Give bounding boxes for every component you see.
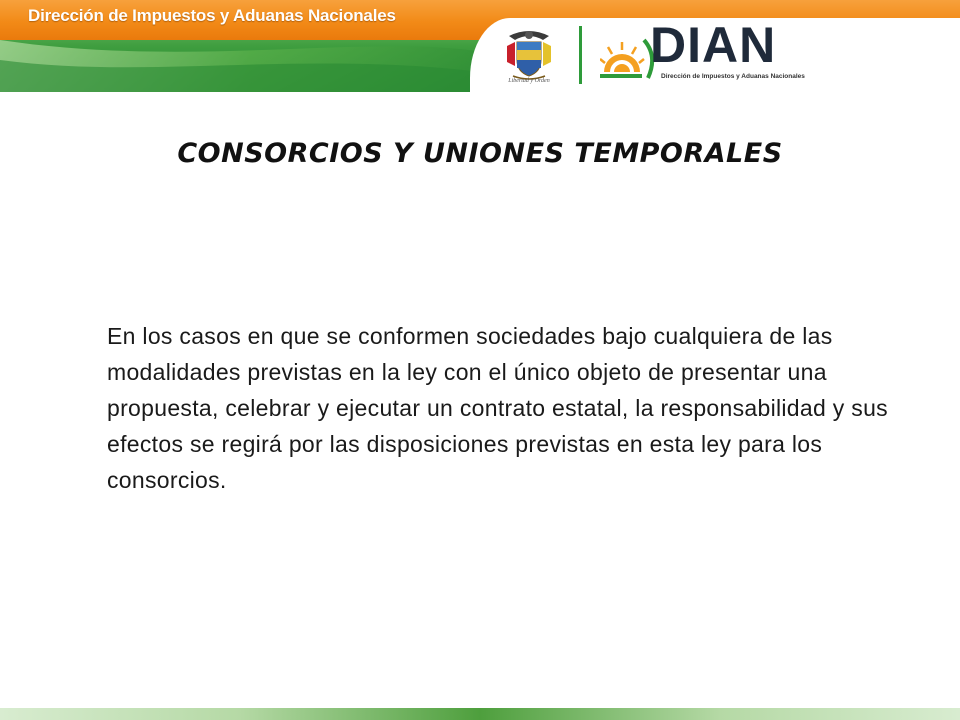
banner-title: Dirección de Impuestos y Aduanas Nacionales <box>28 6 396 25</box>
footer-bar <box>0 708 960 720</box>
coat-of-arms-caption: Libertad y Orden <box>508 78 550 84</box>
body-paragraph: En los casos en que se conformen sociedades bajo cualquiera de las modalidades previstas en la ley con el único objeto de presentar una propuesta, celebrar y ejecutar un contrato estatal, la responsabilidad y sus efectos se regirá por las disposiciones previstas en esta ley para los consorcios. <box>107 323 888 493</box>
coat-of-arms-icon <box>503 26 555 82</box>
dian-subtitle: Dirección de Impuestos y Aduanas Nacionales <box>661 73 805 80</box>
slide-title: CONSORCIOS Y UNIONES TEMPORALES <box>177 138 783 169</box>
header-banner <box>0 0 960 92</box>
logo-divider <box>579 26 582 84</box>
dian-wordmark: DIAN <box>650 17 777 73</box>
